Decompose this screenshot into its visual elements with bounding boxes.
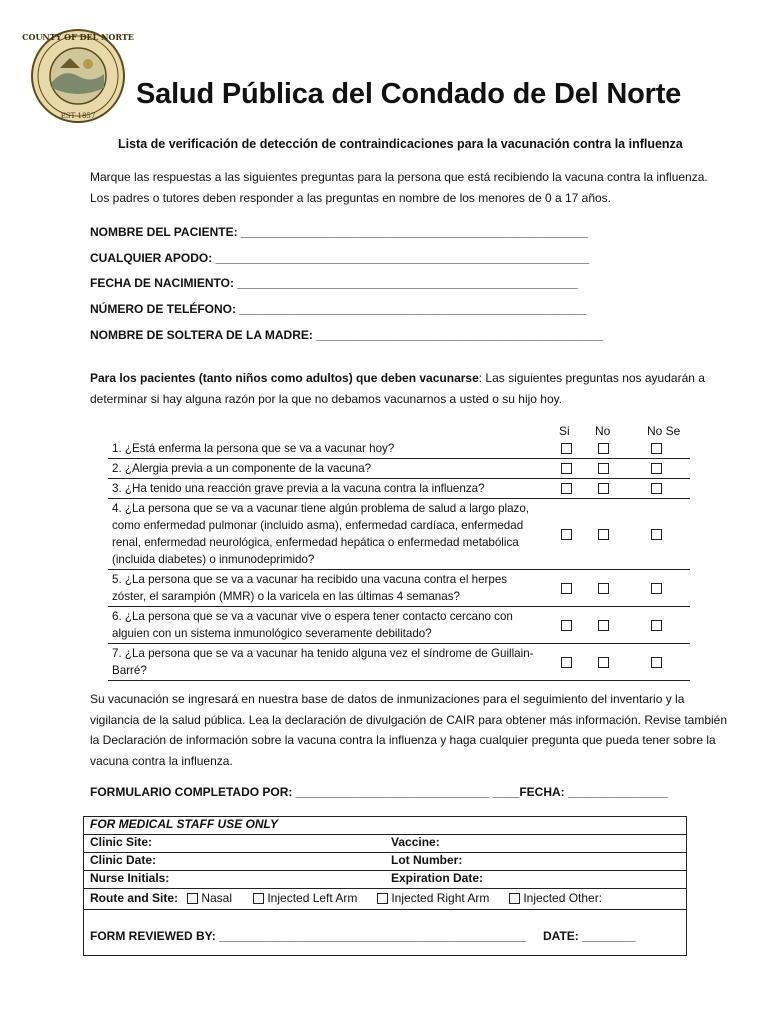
answer-cell (622, 499, 690, 570)
patient-name-field[interactable]: NOMBRE DEL PACIENTE: ____________________________________________________ (90, 225, 588, 239)
answer-cell (548, 570, 585, 607)
medical-staff-box (83, 816, 687, 956)
answer-cell (548, 459, 585, 479)
checkbox[interactable] (187, 893, 198, 904)
mother-maiden-name-field[interactable]: NOMBRE DE SOLTERA DE LA MADRE: ___________________________________________ (90, 328, 604, 342)
answer-no-checkbox[interactable] (598, 483, 609, 494)
clinic-site-label[interactable]: Clinic Site: (90, 835, 153, 849)
answer-no-checkbox[interactable] (598, 443, 609, 454)
checkbox[interactable] (253, 893, 264, 904)
answer-cell (585, 570, 622, 607)
answer-si-checkbox[interactable] (561, 657, 572, 668)
answer-cell (585, 499, 622, 570)
answer-cell (548, 607, 585, 644)
question-row (108, 439, 690, 459)
answer-si-checkbox[interactable] (561, 443, 572, 454)
patients-note-rest: : Las siguientes preguntas nos ayudarán a determinar si hay alguna razón por la que no debamos vacunarnos a usted o su hijo hoy. (90, 371, 705, 406)
question-text: 4. ¿La persona que se va a vacunar tiene algún problema de salud a largo plazo, como enfermedad pulmonar (incluido asma), enfermedad cardíaca, enfermedad renal, enfermedad neurológica, enfermedad hepática o enfermedad metabólica (incluida diabetes) o inmunodeprimido? (108, 499, 548, 570)
answer-no-se-checkbox[interactable] (651, 529, 662, 540)
answer-cell (622, 570, 690, 607)
route-option-other[interactable]: Injected Other: (509, 891, 602, 905)
intro-paragraph: Marque las respuestas a las siguientes preguntas para la persona que está recibiendo la vacuna contra la influenza. Los padres o tutores deben responder a las preguntas en nombre de los menores de 0 a 17 años. (90, 170, 708, 205)
checkbox[interactable] (509, 893, 520, 904)
question-row (108, 607, 690, 644)
answer-cell (622, 459, 690, 479)
answer-no-se-checkbox[interactable] (651, 583, 662, 594)
question-text: 6. ¿La persona que se va a vacunar vive o espera tener contacto cercano con alguien con un sistema inmunológico severamente debilitado? (108, 607, 548, 644)
answer-no-se-checkbox[interactable] (651, 483, 662, 494)
question-row (108, 570, 690, 607)
staff-row (84, 835, 686, 853)
column-no: No (595, 424, 611, 438)
question-text: 2. ¿Alergia previa a un componente de la vacuna? (108, 459, 548, 479)
answer-cell (548, 644, 585, 681)
phone-field[interactable]: NÚMERO DE TELÉFONO: ____________________________________________________ (90, 302, 587, 316)
completed-by-field[interactable]: FORMULARIO COMPLETADO POR: _____________________________ ____FECHA: _______________ (90, 785, 669, 799)
outro-paragraph: Su vacunación se ingresará en nuestra base de datos de inmunizaciones para el seguimiento del inventario y la vigilancia de la salud pública. Lea la declaración de divulgación de CAIR para obtener más información. Revise también la Declaración de información sobre la vacuna contra la influenza y haga cualquier pregunta que pueda tener sobre la vacuna contra la influenza. (90, 692, 728, 768)
birthdate-field[interactable]: FECHA DE NACIMIENTO: ___________________________________________________ (90, 276, 578, 290)
answer-no-checkbox[interactable] (598, 529, 609, 540)
questions-table (108, 439, 690, 681)
answer-cell (622, 644, 690, 681)
answer-cell (585, 644, 622, 681)
staff-row (84, 853, 686, 871)
reviewed-by-field[interactable]: FORM REVIEWED BY: ______________________________________________ (90, 929, 527, 943)
expiration-date-label[interactable]: Expiration Date: (391, 871, 484, 885)
answer-cell (585, 479, 622, 499)
answer-no-se-checkbox[interactable] (651, 443, 662, 454)
county-seal-logo (22, 24, 134, 128)
question-row (108, 479, 690, 499)
answer-cell (622, 439, 690, 459)
answer-cell (585, 459, 622, 479)
column-no-se: No Se (647, 424, 681, 438)
answer-no-se-checkbox[interactable] (651, 657, 662, 668)
answer-cell (548, 479, 585, 499)
route-row (84, 889, 686, 910)
answer-no-checkbox[interactable] (598, 583, 609, 594)
question-text: 1. ¿Está enferma la persona que se va a vacunar hoy? (108, 439, 548, 459)
question-row (108, 644, 690, 681)
route-option-nasal[interactable]: Nasal (187, 891, 232, 905)
answer-si-checkbox[interactable] (561, 529, 572, 540)
answer-cell (622, 479, 690, 499)
nickname-field[interactable]: CUALQUIER APODO: ________________________________________________________ (90, 251, 590, 265)
answer-cell (548, 439, 585, 459)
answer-si-checkbox[interactable] (561, 483, 572, 494)
answer-si-checkbox[interactable] (561, 463, 572, 474)
route-option-right-arm[interactable]: Injected Right Arm (377, 891, 489, 905)
page-title: Salud Pública del Condado de Del Norte (136, 78, 682, 110)
answer-no-checkbox[interactable] (598, 657, 609, 668)
staff-row (84, 871, 686, 889)
answer-si-checkbox[interactable] (561, 583, 572, 594)
svg-text:COUNTY OF DEL NORTE: COUNTY OF DEL NORTE (22, 32, 134, 42)
question-text: 7. ¿La persona que se va a vacunar ha tenido alguna vez el síndrome de Guillain-Barré? (108, 644, 548, 681)
answer-no-se-checkbox[interactable] (651, 620, 662, 631)
answer-cell (622, 607, 690, 644)
nurse-initials-label[interactable]: Nurse Initials: (90, 871, 170, 885)
svg-text:EST 1857: EST 1857 (60, 112, 96, 120)
question-row (108, 459, 690, 479)
lot-number-label[interactable]: Lot Number: (391, 853, 463, 867)
vaccine-label[interactable]: Vaccine: (391, 835, 440, 849)
answer-no-se-checkbox[interactable] (651, 463, 662, 474)
question-text: 5. ¿La persona que se va a vacunar ha recibido una vacuna contra el herpes zóster, el sarampión (MMR) o la varicela en las últimas 4 semanas? (108, 570, 548, 607)
patients-note-bold: Para los pacientes (tanto niños como adultos) que deben vacunarse (90, 371, 479, 385)
staff-heading: FOR MEDICAL STAFF USE ONLY (90, 817, 278, 831)
review-date-field[interactable]: DATE: ________ (543, 929, 636, 943)
question-row (108, 499, 690, 570)
answer-no-checkbox[interactable] (598, 620, 609, 631)
form-subtitle: Lista de verificación de detección de contraindicaciones para la vacunación contra la influenza (118, 137, 683, 151)
checkbox[interactable] (377, 893, 388, 904)
route-label: Route and Site: (90, 891, 179, 905)
route-option-left-arm[interactable]: Injected Left Arm (253, 891, 357, 905)
question-text: 3. ¿Ha tenido una reacción grave previa a la vacuna contra la influenza? (108, 479, 548, 499)
answer-si-checkbox[interactable] (561, 620, 572, 631)
answer-cell (585, 439, 622, 459)
answer-cell (585, 607, 622, 644)
clinic-date-label[interactable]: Clinic Date: (90, 853, 157, 867)
answer-cell (548, 499, 585, 570)
answer-no-checkbox[interactable] (598, 463, 609, 474)
staff-heading-row (84, 817, 686, 835)
patients-note (90, 368, 730, 410)
column-si: Si (559, 424, 570, 438)
